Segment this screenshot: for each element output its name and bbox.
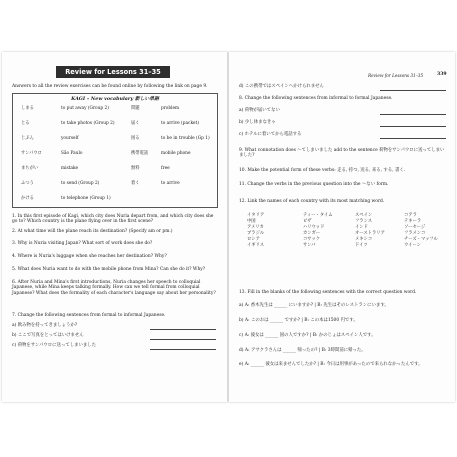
review-banner: Review for Lessons 31–35 xyxy=(56,66,170,78)
q8-item-c: c) ホテルに着いてから電話する xyxy=(239,132,302,137)
answer-line xyxy=(380,114,446,115)
answer-line xyxy=(380,138,446,139)
country-word: 中国 xyxy=(247,219,256,225)
match-word: フラメンコ xyxy=(404,231,426,237)
q8-item-a: a) 荷物が届いてない xyxy=(239,108,280,113)
vocab-jp: しまる xyxy=(21,106,34,111)
country-word: イタリア xyxy=(247,213,265,218)
vocab-en: São Paulo xyxy=(61,151,83,156)
country-word: ドイツ xyxy=(355,243,368,249)
q7-item-d: d) この携帯ではスペインへかけられません xyxy=(239,84,324,89)
country-word: アメリカ xyxy=(247,225,264,231)
question-1: 1. In this first episode of Kagi, which city does Nuria depart from, and which city does she go to? Which country is the plane flying over in the first scene? xyxy=(12,214,214,225)
q7-item-b: b) ここで写真をとってはいけません xyxy=(12,333,84,338)
vocab-jp: かける xyxy=(21,196,34,201)
country-word: ロシア xyxy=(247,237,260,243)
match-word: チーズ・マッフル xyxy=(404,237,438,243)
vocab-en: yourself xyxy=(61,136,79,141)
vocab-en: problem xyxy=(161,106,180,111)
vocab-en: to put away (Group 2) xyxy=(61,106,109,111)
question-10: 10. Make the potential form of these verbs: 走る, 持つ, 送る, 来る, する, 書く. xyxy=(239,168,406,173)
intro-text: Answers to all the review exercises can be found online by following the link on page 9. xyxy=(12,84,208,89)
vocab-title: KAGI – New vocabulary 新しい単語 xyxy=(71,96,159,102)
match-word: ティー・タイム xyxy=(303,213,333,218)
country-word: インド xyxy=(355,225,368,231)
country-col-2 xyxy=(303,213,333,250)
question-13: 13. Fill in the blanks of the following sentences with the correct question word. xyxy=(239,290,417,295)
answer-line xyxy=(150,329,216,330)
question-12: 12. Link the names of each country with its most matching word. xyxy=(239,199,385,204)
q8-item-b: b) 少し休まなきゃ xyxy=(239,120,276,125)
vocab-jp: 困る xyxy=(131,136,140,141)
vocab-en: mistake xyxy=(61,166,79,171)
match-word: サンバ xyxy=(303,243,316,249)
country-word: スペイン xyxy=(355,213,373,218)
match-word: テキーラ xyxy=(404,219,422,225)
question-3: 3. Why is Nuria visiting Japan? What sort of work does she do? xyxy=(12,241,153,246)
vocab-en: to telephone (Group 1) xyxy=(61,196,111,201)
country-col-3 xyxy=(355,213,385,250)
match-word: ウイーン xyxy=(404,243,421,249)
question-7: 7. Change the following sentences from formal to informal Japanese. xyxy=(12,313,166,318)
vocab-en: free xyxy=(161,166,170,171)
vocab-jp: 携帯電話 xyxy=(131,151,149,156)
question-4: 4. Where is Nuria's luggage when she reaches her destination? Why? xyxy=(12,254,167,259)
country-word: ブラジル xyxy=(247,231,265,237)
match-word: ソーセージ xyxy=(404,225,426,231)
match-word: ピザ xyxy=(303,219,312,225)
q7-item-c: c) 荷物をサンパウロに送ってしまいました xyxy=(12,343,97,348)
answer-line xyxy=(380,90,446,91)
question-9: 9. What connotation does ～てしまいました add to the sentence 荷物をサンパウロに送ってしまいました? xyxy=(239,148,445,159)
question-6: 6. After Nuria and Mina's first introductions, Nuria changes her speech to colloquial Japanese, while Mina keeps talking formally. How can we tell formal from colloquial Japanese? What does the formality of each character's language say about her personality? xyxy=(12,280,216,296)
vocab-box xyxy=(12,93,218,208)
question-8: 8. Change the following sentences from informal to formal Japanese. xyxy=(239,96,393,101)
country-word: メキシコ xyxy=(355,237,373,243)
match-word: カンガー xyxy=(303,231,321,237)
vocab-jp: 問題 xyxy=(131,106,140,111)
vocab-jp: じぶん xyxy=(21,136,34,141)
q13-item-b: b) A: このおは ______ ですか? | B: この本は1500 円です。 xyxy=(239,318,358,323)
answer-line xyxy=(150,349,216,350)
vocab-jp: サンパウロ xyxy=(21,151,42,156)
vocab-en: to take photos (Group 2) xyxy=(61,121,115,126)
question-2: 2. At what time will the plane reach its destination? (Specify am or pm.) xyxy=(12,229,173,234)
vocab-jp: とる xyxy=(21,121,30,126)
q13-item-c: c) A: 彼女は ______ 国の人ですか? | B: かのじょはスペイン人です。 xyxy=(239,333,376,338)
vocab-en: to arrive xyxy=(161,181,180,186)
question-11: 11. Change the verbs in the previous question into the ～ない form. xyxy=(239,182,389,187)
vocab-jp: 着く xyxy=(131,181,140,186)
answer-line xyxy=(380,126,446,127)
vocab-jp: まちがい xyxy=(21,166,39,171)
vocab-jp: 無料 xyxy=(131,166,140,171)
vocab-en: to be in trouble (Gp 1) xyxy=(161,136,210,141)
country-word: イギリス xyxy=(247,243,265,249)
q13-item-e: e) A: ______ 彼女は来ませんでしたか? | B: 今日は用事があったので来られなかったんです。 xyxy=(239,362,423,367)
q13-item-d: d) A: アサクラさんは ______ 帰ったの? | B: 3時間前に帰った。 xyxy=(239,348,366,353)
match-word: コサック xyxy=(303,237,321,243)
question-5: 5. What does Nuria want to do with the mobile phone from Mina? Can she do it? Why? xyxy=(12,267,206,272)
vocab-en: to arrive (packet) xyxy=(161,121,200,126)
answer-line xyxy=(150,339,216,340)
country-word: オーストラリア xyxy=(355,231,385,237)
vocab-jp: 届く xyxy=(131,121,140,126)
q7-item-a: a) 飲み物を持ってきましょうか? xyxy=(12,323,78,328)
vocab-en: to send (Group 2) xyxy=(61,181,100,186)
page-number: 339 xyxy=(437,72,447,77)
match-word: コアラ xyxy=(404,213,417,218)
q13-item-a: a) A: 香木先生は ______ にいますか? | B: 先生はそのレストランにいます。 xyxy=(239,303,389,308)
country-col-4 xyxy=(404,213,438,250)
country-col-1 xyxy=(247,213,264,250)
running-head: Review for Lessons 31–35 xyxy=(368,73,424,78)
match-word: ハリウッド xyxy=(303,225,325,231)
vocab-jp: ふつう xyxy=(21,181,34,186)
country-word: フランス xyxy=(355,219,373,225)
vocab-en: mobile phone xyxy=(161,151,191,156)
